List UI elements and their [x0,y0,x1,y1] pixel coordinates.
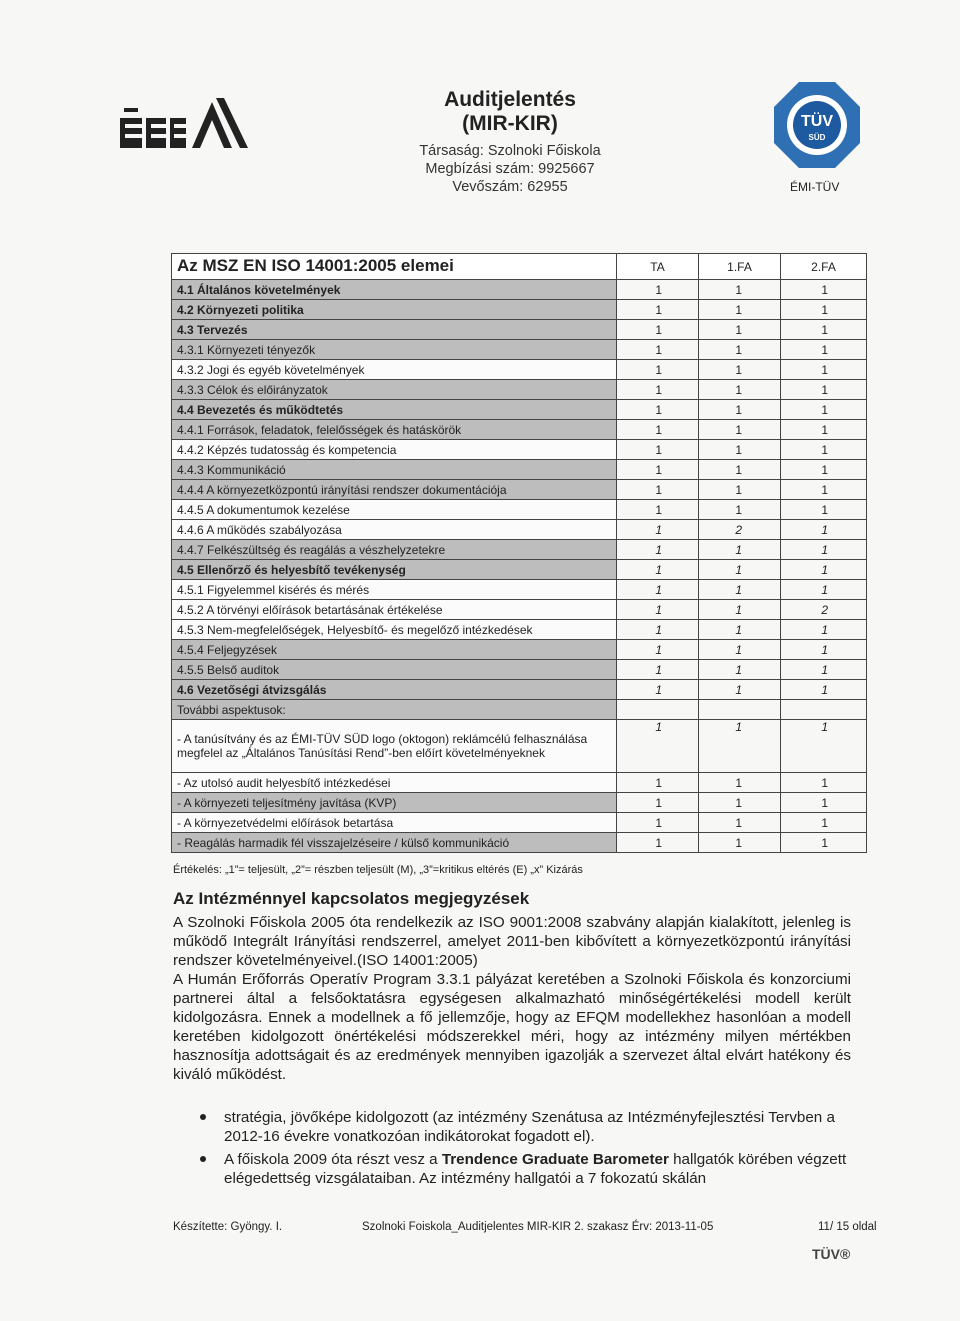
score-1fa: 1 [699,580,781,600]
table-row [172,440,867,460]
element-label: 4.5.3 Nem-megfelelőségek, Helyesbítő- és megelőző intézkedések [172,620,617,640]
column-header-2fa: 2.FA [781,254,867,280]
score-2fa: 1 [781,580,867,600]
tuv-octagon-logo [772,80,862,170]
element-label: 4.2 Környezeti politika [172,300,617,320]
table-row [172,620,867,640]
score-2fa: 1 [781,560,867,580]
score-ta: 1 [617,500,699,520]
table-row [172,640,867,660]
score-ta: 1 [617,420,699,440]
score-ta: 1 [617,280,699,300]
score-2fa: 1 [781,680,867,700]
score-2fa: 1 [781,340,867,360]
score-1fa: 1 [699,680,781,700]
score-ta: 1 [617,460,699,480]
score-2fa: 1 [781,440,867,460]
table-row [172,660,867,680]
company-name: Társaság: Szolnoki Főiskola [419,143,601,159]
score-1fa: 1 [699,440,781,460]
element-label: 4.3.1 Környezeti tényezők [172,340,617,360]
table-row [172,500,867,520]
score-2fa: 1 [781,520,867,540]
table-header-row [172,254,867,280]
element-label: - Reagálás harmadik fél visszajelzéseire / külső kommunikáció [172,833,617,853]
score-ta: 1 [617,480,699,500]
score-ta: 1 [617,660,699,680]
score-ta: 1 [617,793,699,813]
score-ta: 1 [617,813,699,833]
score-ta: 1 [617,520,699,540]
svg-text:SÜD: SÜD [808,133,826,142]
score-2fa: 1 [781,300,867,320]
element-label: 4.1 Általános követelmények [172,280,617,300]
score-1fa: 1 [699,793,781,813]
bullet-icon [200,1114,206,1120]
score-ta: 1 [617,560,699,580]
score-ta: 1 [617,340,699,360]
document-title: Auditjelentés [444,88,576,111]
score-1fa: 1 [699,833,781,853]
tuv-caption: ÉMI-TÜV [790,180,840,194]
element-label: 4.4.4 A környezetközpontú irányítási rendszer dokumentációja [172,480,617,500]
score-1fa: 1 [699,400,781,420]
score-1fa: 1 [699,360,781,380]
score-ta: 1 [617,680,699,700]
score-1fa: 1 [699,280,781,300]
element-label: További aspektusok: [172,700,617,720]
score-2fa: 1 [781,660,867,680]
footer-page-number: 11/ 15 oldal [818,1221,877,1233]
score-2fa: 1 [781,500,867,520]
table-row [172,340,867,360]
document-subtitle: (MIR-KIR) [462,112,558,135]
score-2fa: 1 [781,540,867,560]
table-row [172,420,867,440]
score-1fa: 1 [699,420,781,440]
score-2fa: 1 [781,720,867,773]
list-item: A főiskola 2009 óta részt vesz a Trendence Graduate Barometer hallgatók körében végzett elégedettség vizsgálataiban. Az intézmény hallgatói a 7 fokozatú skálán [200,1150,855,1188]
element-label: 4.4.7 Felkészültség és reagálás a vészhelyzetekre [172,540,617,560]
score-1fa: 1 [699,773,781,793]
remarks-paragraph-1: A Szolnoki Főiskola 2005 óta rendelkezik az ISO 9001:2008 szabvány alapján kialakított, jelenleg is működő Integrált Irányítási rendszerrel, amelyet 2011-ben kibővített a környezetközpontú irányítási rendszer követelményeivel.(ISO 14001:2005) [173,914,851,969]
score-ta: 1 [617,773,699,793]
score-1fa: 1 [699,480,781,500]
score-2fa: 1 [781,773,867,793]
document-header [350,88,670,196]
table-row [172,813,867,833]
score-2fa: 1 [781,280,867,300]
score-2fa [781,700,867,720]
score-2fa: 1 [781,813,867,833]
element-label: 4.5.2 A törvényi előírások betartásának értékelése [172,600,617,620]
score-2fa: 1 [781,420,867,440]
element-label: 4.4.1 Források, feladatok, felelősségek és hatáskörök [172,420,617,440]
score-ta: 1 [617,440,699,460]
list-item: stratégia, jövőképe kidolgozott (az intézmény Szenátusa az Intézményfejlesztési Tervben a 2012-16 évekre vonatkozóan indikátorokat fogadott el). [200,1108,855,1146]
score-ta: 1 [617,540,699,560]
table-row [172,793,867,813]
element-label: - A környezetvédelmi előírások betartása [172,813,617,833]
score-2fa: 1 [781,320,867,340]
element-label: - Az utolsó audit helyesbítő intézkedései [172,773,617,793]
remarks-paragraph-2: A Humán Erőforrás Operatív Program 3.3.1 pályázat keretében a Szolnoki Főiskola és konzorciumi partnerei által a felsőoktatásra egységesen alkalmazható minőségértékelési modell került kidolgozásra. Ennek a modellnek a fő jellemzője, hogy az EFQM modellekhez hasonlóan a modell keretében kidolgozott önértékelési módszerekkel méri, hogy az intézmény milyen mértékben hasznosítja adottságait és az eredmények mennyiben igazolják a szervezet által elvárt hatékony és kiváló működést. [173,971,851,1083]
table-row [172,680,867,700]
score-1fa: 1 [699,660,781,680]
score-2fa: 2 [781,600,867,620]
element-label: 4.4.2 Képzés tudatosság és kompetencia [172,440,617,460]
table-row [172,520,867,540]
score-ta: 1 [617,400,699,420]
table-title: Az MSZ EN ISO 14001:2005 elemei [172,254,617,280]
table-row [172,720,867,773]
table-row [172,280,867,300]
svg-text:TÜV: TÜV [801,113,833,130]
score-2fa: 1 [781,400,867,420]
score-2fa: 1 [781,460,867,480]
score-1fa: 1 [699,600,781,620]
score-ta: 1 [617,320,699,340]
score-ta: 1 [617,600,699,620]
score-1fa: 1 [699,300,781,320]
bullet-icon [200,1156,206,1162]
score-1fa [699,700,781,720]
table-row [172,320,867,340]
score-1fa: 1 [699,460,781,480]
score-ta: 1 [617,380,699,400]
score-ta: 1 [617,833,699,853]
table-row [172,580,867,600]
table-row [172,700,867,720]
score-1fa: 1 [699,640,781,660]
remarks-paragraph [173,913,851,1084]
score-2fa: 1 [781,640,867,660]
score-2fa: 1 [781,620,867,640]
score-ta: 1 [617,720,699,773]
score-1fa: 2 [699,520,781,540]
score-1fa: 1 [699,320,781,340]
table-row [172,400,867,420]
customer-number: Vevőszám: 62955 [452,179,568,195]
element-label: 4.4 Bevezetés és működtetés [172,400,617,420]
element-label: - A környezeti teljesítmény javítása (KVP) [172,793,617,813]
element-label: 4.4.3 Kommunikáció [172,460,617,480]
element-label: 4.5 Ellenőrző és helyesbítő tevékenység [172,560,617,580]
score-ta: 1 [617,620,699,640]
table-row [172,300,867,320]
table-row [172,560,867,580]
table-row [172,460,867,480]
table-row [172,833,867,853]
table-row [172,773,867,793]
order-number: Megbízási szám: 9925667 [425,161,595,177]
element-label: 4.5.4 Feljegyzések [172,640,617,660]
iso-elements-table [171,253,867,853]
score-1fa: 1 [699,340,781,360]
element-label: 4.5.1 Figyelemmel kisérés és mérés [172,580,617,600]
bullet-list [200,1108,855,1192]
footer-author: Készítette: Gyöngy. I. [173,1221,283,1233]
score-ta: 1 [617,360,699,380]
element-label: 4.5.5 Belső auditok [172,660,617,680]
score-2fa: 1 [781,833,867,853]
table-row [172,540,867,560]
score-ta [617,700,699,720]
score-ta: 1 [617,640,699,660]
section-heading: Az Intézménnyel kapcsolatos megjegyzések [173,889,530,908]
score-1fa: 1 [699,813,781,833]
table-row [172,480,867,500]
table-row [172,360,867,380]
score-ta: 1 [617,300,699,320]
score-1fa: 1 [699,500,781,520]
score-1fa: 1 [699,720,781,773]
element-label: 4.3.2 Jogi és egyéb követelmények [172,360,617,380]
score-2fa: 1 [781,360,867,380]
element-label: 4.3.3 Célok és előirányzatok [172,380,617,400]
score-1fa: 1 [699,380,781,400]
emi-logo [120,90,255,160]
column-header-1fa: 1.FA [699,254,781,280]
element-label: 4.3 Tervezés [172,320,617,340]
column-header-ta: TA [617,254,699,280]
table-row [172,600,867,620]
score-2fa: 1 [781,380,867,400]
footer-document-info: Szolnoki Foiskola_Auditjelentes MIR-KIR 2. szakasz Érv: 2013-11-05 [362,1221,714,1233]
score-2fa: 1 [781,480,867,500]
score-1fa: 1 [699,540,781,560]
score-ta: 1 [617,580,699,600]
score-1fa: 1 [699,560,781,580]
score-1fa: 1 [699,620,781,640]
svg-text:ÉMI: ÉMI [122,103,126,105]
element-label: 4.4.5 A dokumentumok kezelése [172,500,617,520]
element-label: 4.4.6 A működés szabályozása [172,520,617,540]
score-2fa: 1 [781,793,867,813]
tuv-mark: TÜV® [812,1246,851,1262]
element-label: 4.6 Vezetőségi átvizsgálás [172,680,617,700]
table-row [172,380,867,400]
element-label: - A tanúsítvány és az ÉMI-TÜV SÜD logo (oktogon) reklámcélú felhasználása megfelel az „Általános Tanúsítási Rend”-ben előírt követelményeknek [172,720,617,773]
evaluation-legend: Értékelés: „1”= teljesült, „2”= részben teljesült (M), „3”=kritikus eltérés (E) „x” Kizárás [173,864,583,876]
